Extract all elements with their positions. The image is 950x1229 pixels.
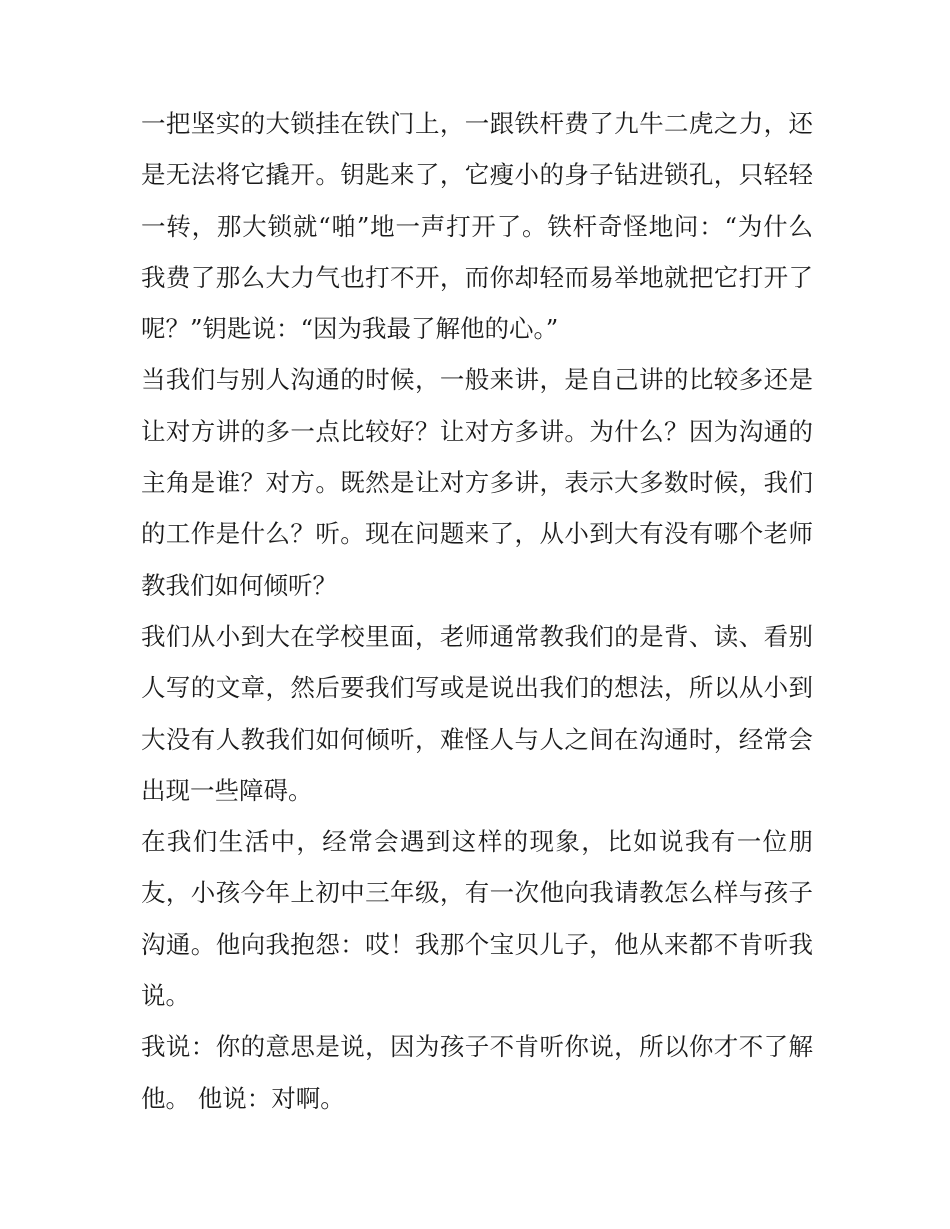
paragraph-school-education: 我们从小到大在学校里面，老师通常教我们的是背、读、看别人写的文章，然后要我们写或是说出我们的想法，所以从小到大没有人教我们如何倾听，难怪人与人之间在沟通时，经常会出现一些障碍。 [141, 621, 813, 805]
paragraph-dialogue: 我说：你的意思是说，因为孩子不肯听你说，所以你才不了解他。 他说：对啊。 [141, 1032, 813, 1113]
paragraph-friend-example: 在我们生活中，经常会遇到这样的现象，比如说我有一位朋友，小孩今年上初中三年级，有一次他向我请教怎么样与孩子沟通。他向我抱怨：哎！我那个宝贝儿子，他从来都不肯听我说。 [141, 827, 813, 1011]
document-body [141, 98, 813, 1124]
paragraph-listening-role: 当我们与别人沟通的时候，一般来讲，是自己讲的比较多还是让对方讲的多一点比较好？让对方多讲。为什么？因为沟通的主角是谁？对方。既然是让对方多讲，表示大多数时候，我们的工作是什么？听。现在问题来了，从小到大有没有哪个老师教我们如何倾听？ [141, 365, 813, 600]
paragraph-lock-and-key-story: 一把坚实的大锁挂在铁门上，一跟铁杆费了九牛二虎之力，还是无法将它撬开。钥匙来了，它瘦小的身子钻进锁孔，只轻轻一转，那大锁就“啪”地一声打开了。铁杆奇怪地问：“为什么我费了那么大力气也打不开，而你却轻而易举地就把它打开了呢？”钥匙说：“因为我最了解他的心。” [141, 109, 813, 344]
